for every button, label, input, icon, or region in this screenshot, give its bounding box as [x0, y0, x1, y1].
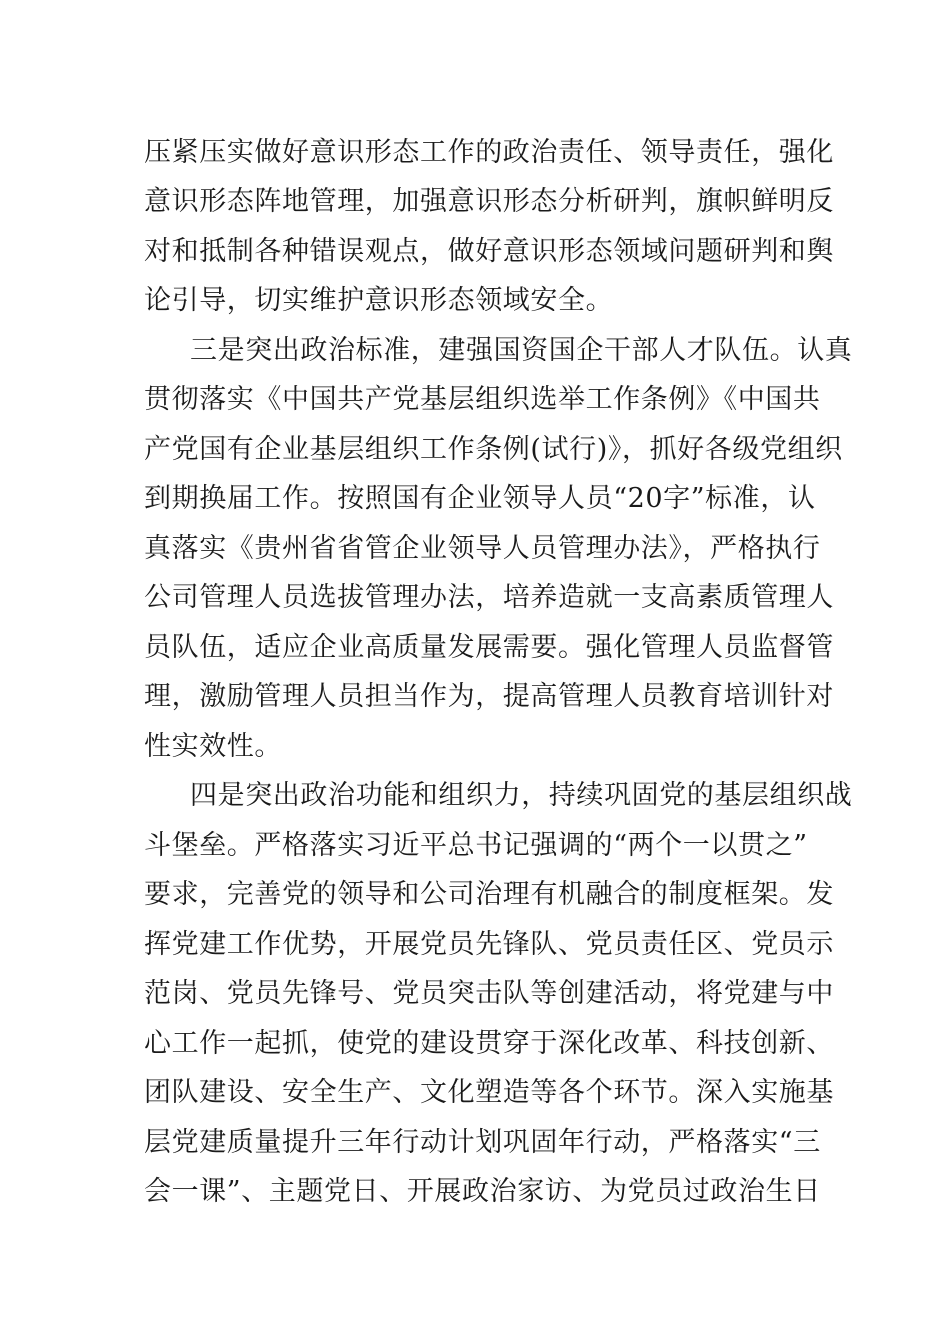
text-line: 公司管理人员选拔管理办法，培养造就一支高素质管理人	[144, 582, 834, 613]
text-line: 贯彻落实《中国共产党基层组织选举工作条例》《中国共	[144, 384, 821, 415]
text-line: 理，激励管理人员担当作为，提高管理人员教育培训针对	[144, 681, 834, 712]
text-line: 论引导，切实维护意识形态领域安全。	[144, 285, 614, 316]
paragraph-first-line: 三是突出政治标准，建强国资国企干部人才队伍。认真	[190, 335, 853, 366]
text-line: 意识形态阵地管理，加强意识形态分析研判，旗帜鲜明反	[144, 186, 834, 217]
text-line: 到期换届工作。按照国有企业领导人员“20字”标准，认	[144, 483, 816, 514]
text-line: 范岗、党员先锋号、党员突击队等创建活动，将党建与中	[144, 978, 834, 1009]
text-line: 斗堡垒。严格落实习近平总书记强调的“两个一以贯之”	[144, 830, 808, 861]
paragraph-first-line: 四是突出政治功能和组织力，持续巩固党的基层组织战	[190, 780, 853, 811]
text-line: 对和抵制各种错误观点，做好意识形态领域问题研判和舆	[144, 236, 834, 267]
text-line: 挥党建工作优势，开展党员先锋队、党员责任区、党员示	[144, 929, 834, 960]
text-line: 心工作一起抓，使党的建设贯穿于深化改革、科技创新、	[144, 1028, 834, 1059]
text-line: 员队伍，适应企业高质量发展需要。强化管理人员监督管	[144, 632, 834, 663]
text-line: 压紧压实做好意识形态工作的政治责任、领导责任，强化	[144, 137, 834, 168]
text-line: 产党国有企业基层组织工作条例(试行)》，抓好各级党组织	[144, 434, 843, 465]
text-line: 团队建设、安全生产、文化塑造等各个环节。深入实施基	[144, 1077, 834, 1108]
text-line: 会一课”、主题党日、开展政治家访、为党员过政治生日	[144, 1176, 821, 1207]
text-line: 要求，完善党的领导和公司治理有机融合的制度框架。发	[144, 879, 834, 910]
text-line: 层党建质量提升三年行动计划巩固年行动，严格落实“三	[144, 1127, 821, 1158]
text-line: 性实效性。	[144, 731, 282, 762]
text-line: 真落实《贵州省省管企业领导人员管理办法》，严格执行	[144, 533, 821, 564]
